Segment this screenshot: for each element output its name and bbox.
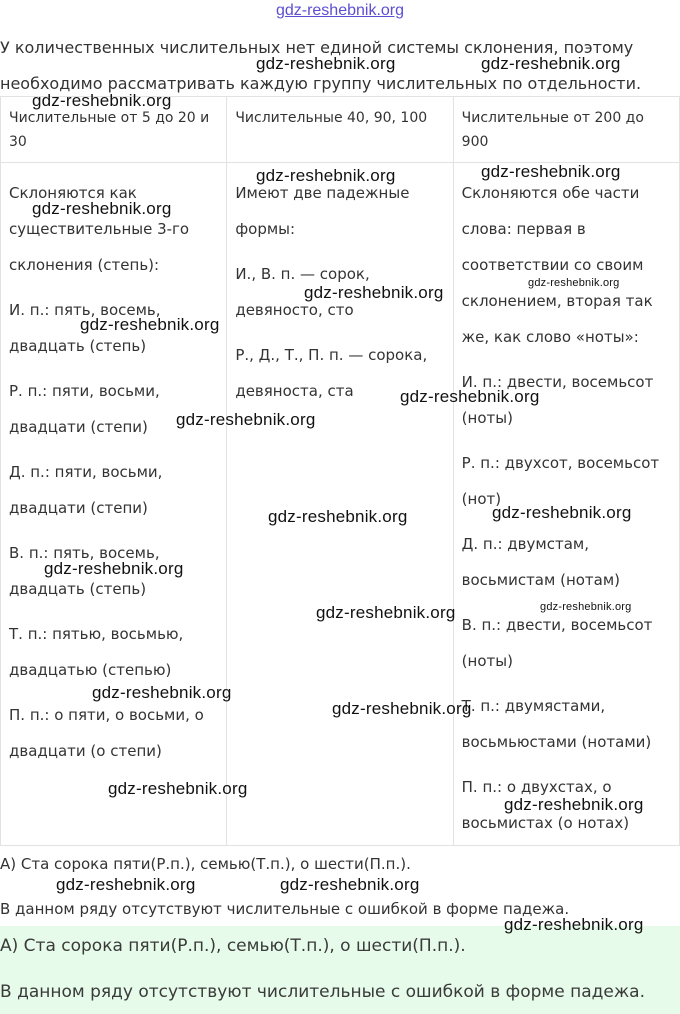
highlight-answer: А) Ста сорока пяти(Р.п.), семью(Т.п.), о шести(П.п.).	[0, 936, 466, 956]
cell-line: двадцати (степи)	[9, 499, 148, 517]
cell-line: слова: первая в	[461, 220, 586, 238]
answer-highlight-box	[0, 926, 680, 1014]
watermark: gdz-reshebnik.org	[528, 277, 620, 289]
cell-line: В. п.: двести, восемьсот	[461, 616, 653, 634]
cell-line: двадцать (степь)	[9, 337, 147, 355]
watermark: gdz-reshebnik.org	[256, 166, 396, 185]
cell-line: П. п.: о двухстах, о	[461, 778, 612, 796]
watermark: gdz-reshebnik.org	[80, 315, 220, 334]
watermark: gdz-reshebnik.org	[481, 162, 621, 181]
watermark: gdz-reshebnik.org	[492, 503, 632, 522]
cell-line: же, как слово «ноты»:	[461, 328, 639, 346]
watermark: gdz-reshebnik.org	[540, 601, 632, 613]
cell-line: восьмистам (нотам)	[461, 571, 621, 589]
watermark: gdz-reshebnik.org	[316, 603, 456, 622]
watermark: gdz-reshebnik.org	[56, 875, 196, 894]
watermark: gdz-reshebnik.org	[504, 795, 644, 814]
cell-line: Имеют две падежные	[235, 184, 410, 202]
cell-line: Р. п.: двухсот, восемьсот	[461, 454, 660, 472]
watermark: gdz-reshebnik.org	[332, 699, 472, 718]
cell-line: (нот)	[461, 490, 502, 508]
cell-line: Р. п.: пяти, восьми,	[9, 382, 160, 400]
cell-line: Т. п.: двумястами,	[461, 697, 606, 715]
watermark: gdz-reshebnik.org	[400, 387, 540, 406]
cell-line: И. п.: двести, восемьсот	[461, 373, 654, 391]
cell-line: восьмьюстами (нотами)	[461, 733, 652, 751]
cell-line: (ноты)	[461, 409, 513, 427]
watermark: gdz-reshebnik.org	[44, 559, 184, 578]
watermark: gdz-reshebnik.org	[92, 683, 232, 702]
watermark: gdz-reshebnik.org	[481, 54, 621, 73]
table-header-col2: Числительные 40, 90, 100	[227, 97, 453, 163]
cell-line: двадцати (степи)	[9, 418, 148, 436]
watermark: gdz-reshebnik.org	[32, 91, 172, 110]
cell-line: восьмистах (о нотах)	[461, 814, 630, 832]
cell-line: существительные 3-го	[9, 220, 190, 238]
watermark: gdz-reshebnik.org	[304, 283, 444, 302]
cell-line: соответствии со своим	[461, 256, 644, 274]
cell-line: двадцатью (степью)	[9, 661, 172, 679]
cell-line: формы:	[235, 220, 296, 238]
watermark: gdz-reshebnik.org	[280, 875, 420, 894]
cell-line: В. п.: пять, восемь,	[9, 544, 160, 562]
cell-line: И., В. п. — сорок,	[235, 265, 370, 283]
table-cell-40-90-100	[227, 163, 456, 846]
intro-line: У количественных числительных нет единой системы склонения, поэтому	[0, 38, 634, 57]
table-cell-5-20	[1, 163, 227, 846]
cell-line: Т. п.: пятью, восьмью,	[9, 625, 184, 643]
cell-line: двадцать (степь)	[9, 580, 147, 598]
cell-line: склонения (степь):	[9, 256, 160, 274]
cell-line: двадцати (о степи)	[9, 742, 162, 760]
watermark: gdz-reshebnik.org	[504, 915, 644, 934]
cell-line: склонением, вторая так	[461, 292, 653, 310]
cell-line: (ноты)	[461, 652, 513, 670]
site-header-link[interactable]: gdz-reshebnik.org	[275, 2, 405, 19]
table-header-col1: Числительные от 5 до 20 и 30	[1, 97, 227, 163]
watermark: gdz-reshebnik.org	[108, 779, 248, 798]
cell-line: Д. п.: двумстам,	[461, 535, 589, 553]
cell-line: Р., Д., Т., П. п. — сорока,	[235, 346, 428, 364]
cell-line: П. п.: о пяти, о восьми, о	[9, 706, 204, 724]
watermark: gdz-reshebnik.org	[32, 199, 172, 218]
cell-line: девяноста, ста	[235, 382, 354, 400]
watermark: gdz-reshebnik.org	[256, 54, 396, 73]
cell-line: Д. п.: пяти, восьми,	[9, 463, 163, 481]
result-answer: А) Ста сорока пяти(Р.п.), семью(Т.п.), о шести(П.п.).	[0, 855, 411, 873]
cell-line: Склоняются как	[9, 184, 137, 202]
cell-line: И. п.: пять, восемь,	[9, 301, 161, 319]
watermark: gdz-reshebnik.org	[268, 507, 408, 526]
result-conclusion: В данном ряду отсутствуют числительные с ошибкой в форме падежа.	[0, 900, 570, 918]
highlight-conclusion: В данном ряду отсутствуют числительные с ошибкой в форме падежа.	[0, 982, 645, 1002]
cell-line: девяносто, сто	[235, 301, 354, 319]
cell-line: Склоняются обе части	[461, 184, 640, 202]
intro-line: необходимо рассматривать каждую группу числительных по отдельности.	[0, 74, 642, 93]
table-header-col3: Числительные от 200 до 900	[453, 97, 679, 163]
watermark: gdz-reshebnik.org	[176, 410, 316, 429]
